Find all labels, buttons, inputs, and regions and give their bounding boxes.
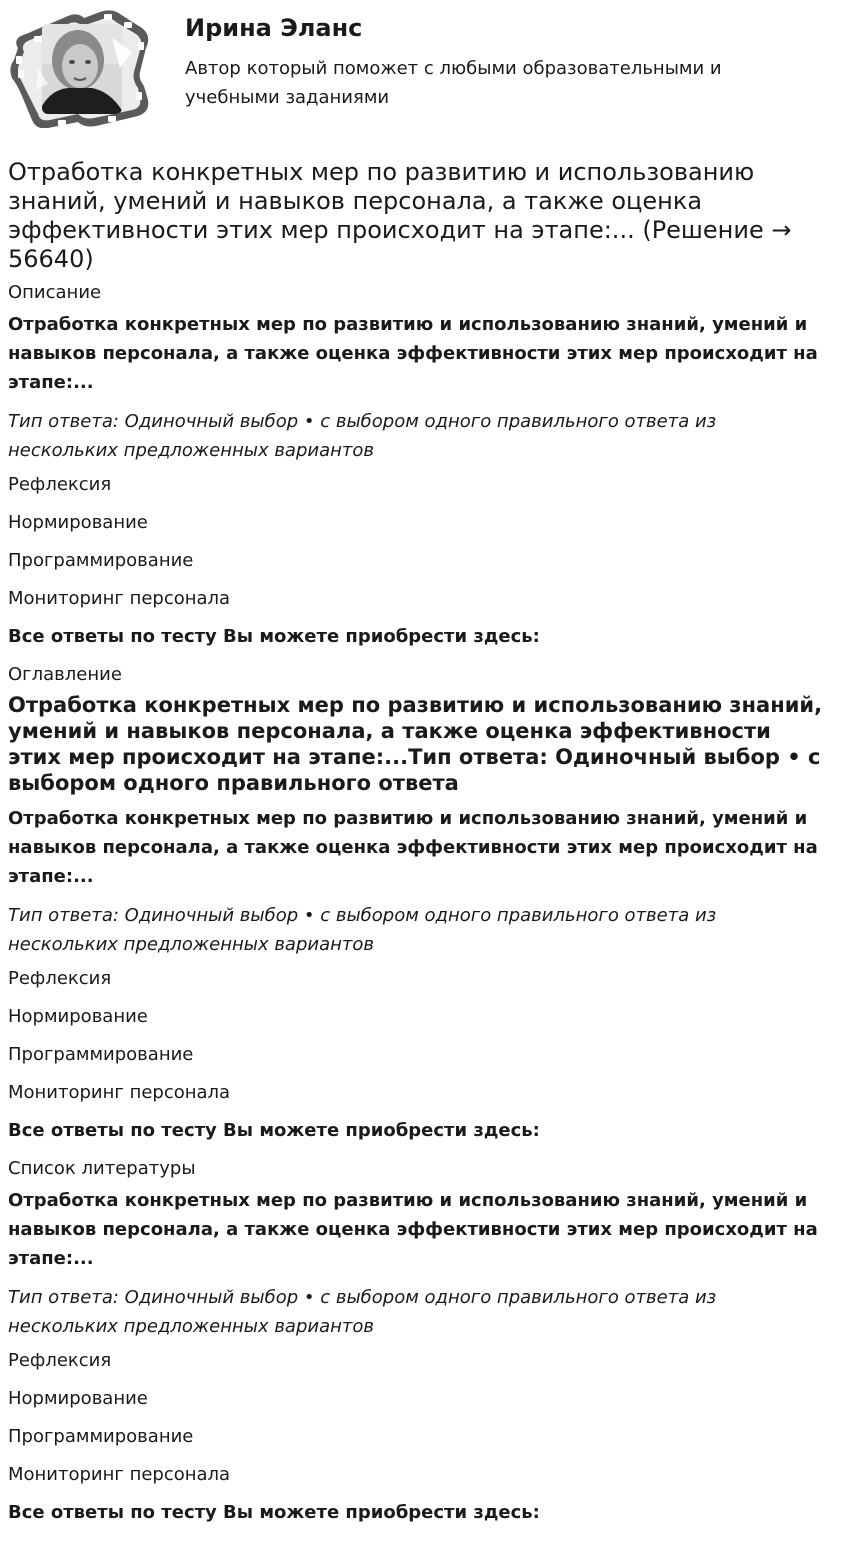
option-item: Рефлексия	[8, 968, 112, 989]
question-text: Отработка конкретных мер по развитию и использованию знаний, умений и навыков персонала, а также оценка эффективности этих мер происходит на этапе:...	[8, 1190, 818, 1269]
option-item: Программирование	[8, 1044, 194, 1065]
author-description: Автор который поможет с любыми образовательными и учебными заданиями	[185, 58, 722, 108]
avatar[interactable]	[8, 8, 153, 128]
option-item: Рефлексия	[8, 474, 112, 495]
literature-section	[8, 1158, 839, 1524]
author-card	[8, 8, 839, 138]
option-item: Программирование	[8, 550, 194, 571]
film-frame-avatar-icon	[8, 8, 153, 128]
option-item: Нормирование	[8, 512, 148, 533]
buy-answers-text: Все ответы по тесту Вы можете приобрести здесь:	[8, 626, 540, 647]
option-item: Программирование	[8, 1426, 194, 1447]
option-item: Мониторинг персонала	[8, 1464, 231, 1485]
option-item: Мониторинг персонала	[8, 1082, 231, 1103]
buy-answers-text: Все ответы по тесту Вы можете приобрести здесь:	[8, 1502, 540, 1523]
author-name[interactable]: Ирина Эланс	[185, 14, 363, 42]
option-item: Мониторинг персонала	[8, 588, 231, 609]
option-item: Нормирование	[8, 1006, 148, 1027]
option-item: Рефлексия	[8, 1350, 112, 1371]
section-label-literature: Список литературы	[8, 1158, 196, 1179]
section-label-toc: Оглавление	[8, 664, 122, 685]
buy-answers-text: Все ответы по тесту Вы можете приобрести здесь:	[8, 1120, 540, 1141]
page-title: Отработка конкретных мер по развитию и использованию знаний, умений и навыков персонала, а также оценка эффективности этих мер происходит на этапе:... (Решение → 56640)	[8, 158, 792, 273]
question-text: Отработка конкретных мер по развитию и использованию знаний, умений и навыков персонала, а также оценка эффективности этих мер происходит на этапе:...	[8, 314, 818, 393]
section-label-description: Описание	[8, 282, 102, 303]
answer-type: Тип ответа: Одиночный выбор • с выбором одного правильного ответа из нескольких предложенных вариантов	[8, 905, 717, 955]
answer-type: Тип ответа: Одиночный выбор • с выбором одного правильного ответа из нескольких предложенных вариантов	[8, 411, 717, 461]
toc-section	[8, 664, 839, 1142]
answer-type: Тип ответа: Одиночный выбор • с выбором одного правильного ответа из нескольких предложенных вариантов	[8, 1287, 717, 1337]
question-text: Отработка конкретных мер по развитию и использованию знаний, умений и навыков персонала, а также оценка эффективности этих мер происходит на этапе:...	[8, 808, 818, 887]
description-section	[8, 282, 839, 648]
toc-heading: Отработка конкретных мер по развитию и использованию знаний, умений и навыков персонала, а также оценка эффективности этих мер происходит на этапе:...Тип ответа: Одиночный выбор • с выбором одного правильного ответа	[8, 693, 823, 795]
option-item: Нормирование	[8, 1388, 148, 1409]
author-info	[185, 14, 785, 112]
